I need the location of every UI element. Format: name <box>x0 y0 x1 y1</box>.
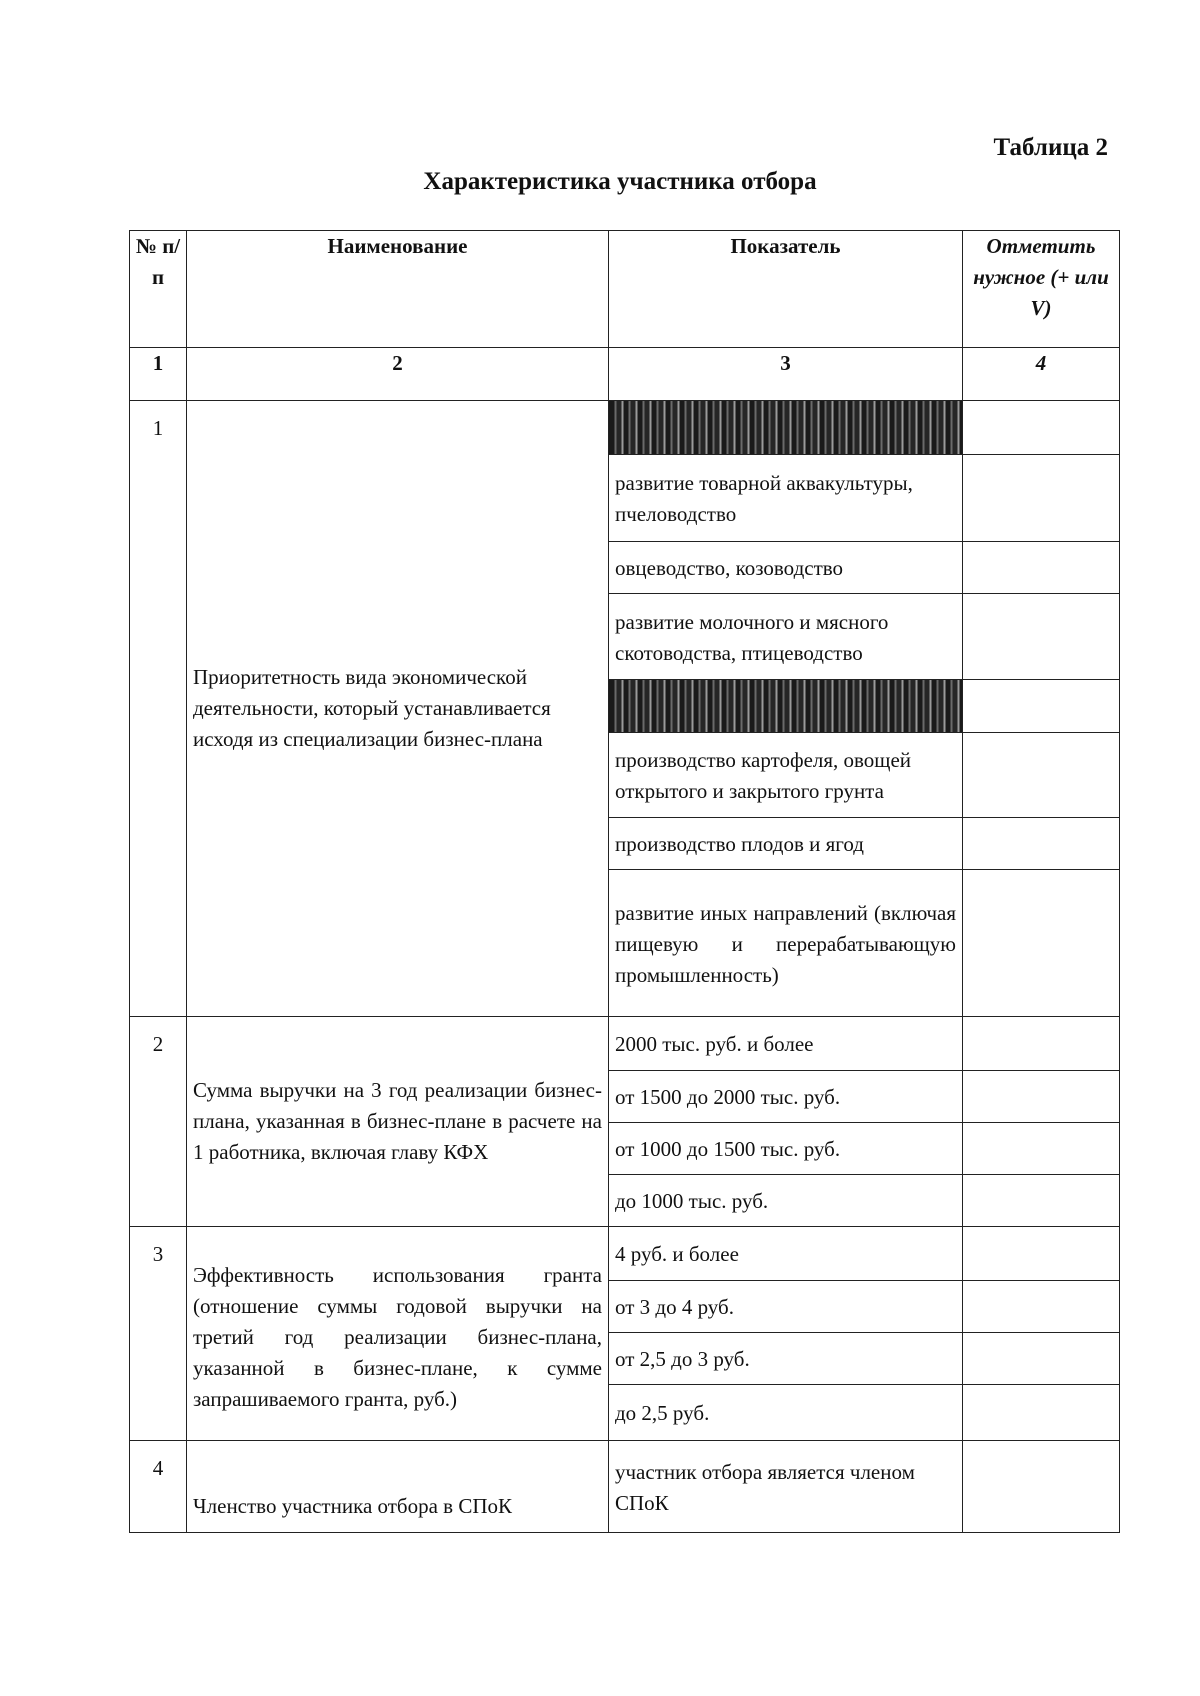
criterion-name: Членство участника отбора в СПоК <box>187 1441 609 1533</box>
redacted-indicator <box>609 680 963 733</box>
indicator-cell: до 2,5 руб. <box>609 1385 963 1441</box>
mark-cell[interactable] <box>963 542 1120 594</box>
indicator-cell: производство плодов и ягод <box>609 818 963 870</box>
indicator-cell: 2000 тыс. руб. и более <box>609 1017 963 1071</box>
header-num: № п/п <box>130 231 187 348</box>
column-number-3: 3 <box>609 348 963 401</box>
indicator-cell: от 2,5 до 3 руб. <box>609 1333 963 1385</box>
row-number: 1 <box>130 401 187 1017</box>
mark-cell[interactable] <box>963 1281 1120 1333</box>
table-label: Таблица 2 <box>993 134 1108 161</box>
participant-characteristics-table <box>129 230 1120 1533</box>
criterion-name: Приоритетность вида экономической деятельности, который устанавливается исходя из специализации бизнес-плана <box>187 401 609 1017</box>
indicator-cell: участник отбора является членом СПоК <box>609 1441 963 1533</box>
header-mark: Отметить нужное (+ или V) <box>963 231 1120 348</box>
indicator-cell: от 1000 до 1500 тыс. руб. <box>609 1123 963 1175</box>
mark-cell[interactable] <box>963 1441 1120 1533</box>
indicator-cell: производство картофеля, овощей открытого и закрытого грунта <box>609 733 963 818</box>
mark-cell[interactable] <box>963 680 1120 733</box>
redacted-indicator <box>609 401 963 455</box>
mark-cell[interactable] <box>963 1227 1120 1281</box>
mark-cell[interactable] <box>963 1175 1120 1227</box>
mark-cell[interactable] <box>963 401 1120 455</box>
indicator-cell: от 1500 до 2000 тыс. руб. <box>609 1071 963 1123</box>
indicator-cell: развитие молочного и мясного скотоводства, птицеводство <box>609 594 963 680</box>
header-name: Наименование <box>187 231 609 348</box>
mark-cell[interactable] <box>963 1071 1120 1123</box>
mark-cell[interactable] <box>963 1385 1120 1441</box>
indicator-cell: 4 руб. и более <box>609 1227 963 1281</box>
indicator-cell: развитие товарной аквакультуры, пчеловодство <box>609 455 963 542</box>
indicator-cell: от 3 до 4 руб. <box>609 1281 963 1333</box>
mark-cell[interactable] <box>963 594 1120 680</box>
column-number-4: 4 <box>963 348 1120 401</box>
criterion-name: Эффективность использования гранта (отношение суммы годовой выручки на третий год реализации бизнес-плана, указанной в бизнес-плане, к сумме запрашиваемого гранта, руб.) <box>187 1227 609 1441</box>
column-number-1: 1 <box>130 348 187 401</box>
column-number-row <box>130 348 1120 401</box>
table-row <box>130 1227 1120 1281</box>
row-number: 4 <box>130 1441 187 1533</box>
column-number-2: 2 <box>187 348 609 401</box>
mark-cell[interactable] <box>963 1017 1120 1071</box>
criterion-name: Сумма выручки на 3 год реализации бизнес-плана, указанная в бизнес-плане в расчете на 1 работника, включая главу КФХ <box>187 1017 609 1227</box>
header-row <box>130 231 1120 348</box>
header-indicator: Показатель <box>609 231 963 348</box>
mark-cell[interactable] <box>963 1333 1120 1385</box>
mark-cell[interactable] <box>963 1123 1120 1175</box>
indicator-cell: развитие иных направлений (включая пищевую и перерабатывающую промышленность) <box>609 870 963 1017</box>
mark-cell[interactable] <box>963 455 1120 542</box>
mark-cell[interactable] <box>963 818 1120 870</box>
row-number: 3 <box>130 1227 187 1441</box>
indicator-cell: овцеводство, козоводство <box>609 542 963 594</box>
indicator-cell: до 1000 тыс. руб. <box>609 1175 963 1227</box>
table-row <box>130 1441 1120 1533</box>
document-title: Характеристика участника отбора <box>423 168 817 195</box>
row-number: 2 <box>130 1017 187 1227</box>
table-row <box>130 401 1120 455</box>
mark-cell[interactable] <box>963 870 1120 1017</box>
mark-cell[interactable] <box>963 733 1120 818</box>
table-row <box>130 1017 1120 1071</box>
